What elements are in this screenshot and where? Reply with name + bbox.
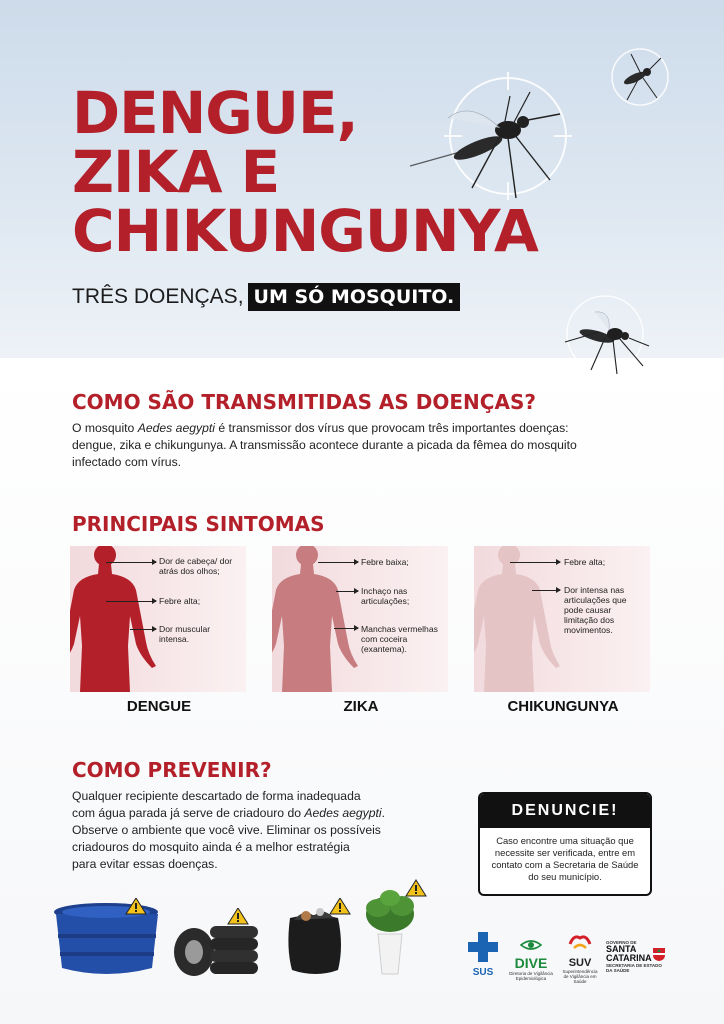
mosquito-illustration-small-bottom — [555, 290, 655, 380]
title-line-1: DENGUE, — [72, 79, 358, 147]
symptom-chikungunya-2: Dor intensa nas articulações que pode causar limitação dos movimentos. — [564, 585, 627, 635]
species-name: Aedes aegypti — [137, 421, 215, 435]
sc-top-label: GOVERNO DE — [606, 940, 637, 945]
suv-subtitle: Superintendência de Vigilância em Saúde — [562, 969, 598, 984]
disease-label-zika: ZIKA — [343, 698, 379, 715]
transmission-text-line1-end: é transmissor dos vírus que provocam três importantes doenças: — [214, 421, 569, 435]
sc-name-line-1: SANTA — [606, 944, 637, 954]
prevention-line-4: criadouros do mosquito ainda é a melhor estratégia — [72, 840, 350, 854]
symptom-card-chikungunya — [474, 546, 650, 692]
disease-label-chikungunya: CHIKUNGUNYA — [507, 698, 619, 715]
report-title: DENUNCIE! — [480, 794, 650, 828]
disease-label-dengue: DENGUE — [126, 698, 192, 715]
symptom-chikungunya-1: Febre alta; — [564, 557, 606, 567]
report-box — [478, 792, 652, 896]
symptom-dengue-1: Dor de cabeça/ dor atrás dos olhos; — [159, 556, 233, 576]
prevention-line-5: para evitar essas doenças. — [72, 857, 218, 871]
prevention-line-2-end: . — [381, 806, 386, 820]
sc-name-line-2: CATARINA — [606, 953, 652, 963]
arrow-dengue-3 — [130, 629, 156, 630]
medical-cross-icon — [468, 932, 498, 962]
subtitle-plain: TRÊS DOENÇAS, — [72, 285, 244, 308]
title-line-2: ZIKA E — [72, 138, 280, 206]
arrow-zika-3 — [334, 628, 358, 629]
title-line-3: CHIKUNGUNYA — [72, 197, 538, 265]
suv-emblem-icon — [568, 932, 592, 952]
potted-plant-icon — [360, 878, 432, 978]
transmission-text-start: O mosquito — [72, 421, 138, 435]
dive-label: DIVE — [514, 955, 548, 971]
symptom-zika-3: Manchas vermelhas com coceira (exantema). — [361, 624, 438, 654]
transmission-text-line3: infectado com vírus. — [72, 455, 182, 469]
arrow-zika-1 — [318, 562, 358, 563]
report-text: Caso encontre uma situação que necessite ser verificada, entre em contato com a Secretaria de Saúde do seu município. — [491, 835, 639, 882]
prevention-line-1: Qualquer recipiente descartado de forma inadequada — [72, 789, 361, 803]
symptom-dengue-2: Febre alta; — [159, 596, 201, 606]
symptoms-title: PRINCIPAIS SINTOMAS — [72, 512, 325, 536]
symptom-card-dengue — [70, 546, 246, 692]
prevention-line-3: Observe o ambiente que você vive. Eliminar os possíveis — [72, 823, 381, 837]
prevention-text — [72, 788, 452, 873]
dive-logo — [506, 938, 556, 981]
transmission-text — [72, 420, 672, 471]
suv-logo — [560, 932, 600, 984]
sc-subtitle: SECRETARIA DE ESTADO DA SAÚDE — [606, 963, 662, 973]
human-figure-zika — [272, 546, 448, 692]
mosquito-illustration-small-top — [605, 42, 675, 112]
santa-catarina-logo — [606, 940, 668, 973]
symptom-zika-2: Inchaço nas articulações; — [361, 586, 410, 606]
suv-label: SUV — [568, 957, 592, 969]
sc-flag-icon — [652, 946, 666, 962]
sus-logo — [466, 932, 500, 978]
dive-subtitle: Diretoria de Vigilância Epidemiológica — [509, 971, 553, 981]
symptom-card-zika — [272, 546, 448, 692]
subtitle — [72, 283, 460, 311]
symptom-dengue-3: Dor muscular intensa. — [159, 624, 211, 644]
arrow-dengue-2 — [106, 601, 156, 602]
symptom-zika-1: Febre baixa; — [361, 557, 409, 567]
tires-icon — [172, 908, 264, 978]
arrow-zika-2 — [336, 591, 358, 592]
main-title — [72, 79, 538, 265]
prevention-line-2-start: com água parada já serve de criadouro do — [72, 806, 305, 820]
arrow-chikungunya-1 — [510, 562, 560, 563]
transmission-title: COMO SÃO TRANSMITIDAS AS DOENÇAS? — [72, 390, 536, 414]
transmission-text-line2: dengue, zika e chikungunya. A transmissão acontece durante a picada da fêmea do mosquito — [72, 438, 577, 452]
prevention-species: Aedes aegypti — [304, 806, 382, 820]
subtitle-highlight: UM SÓ MOSQUITO. — [248, 283, 461, 311]
water-tank-icon — [48, 898, 168, 980]
prevention-title: COMO PREVENIR? — [72, 758, 272, 782]
sus-label: SUS — [472, 967, 494, 978]
eye-icon — [520, 939, 542, 951]
trash-bag-icon — [282, 898, 352, 978]
arrow-dengue-1 — [106, 562, 156, 563]
arrow-chikungunya-2 — [532, 590, 560, 591]
